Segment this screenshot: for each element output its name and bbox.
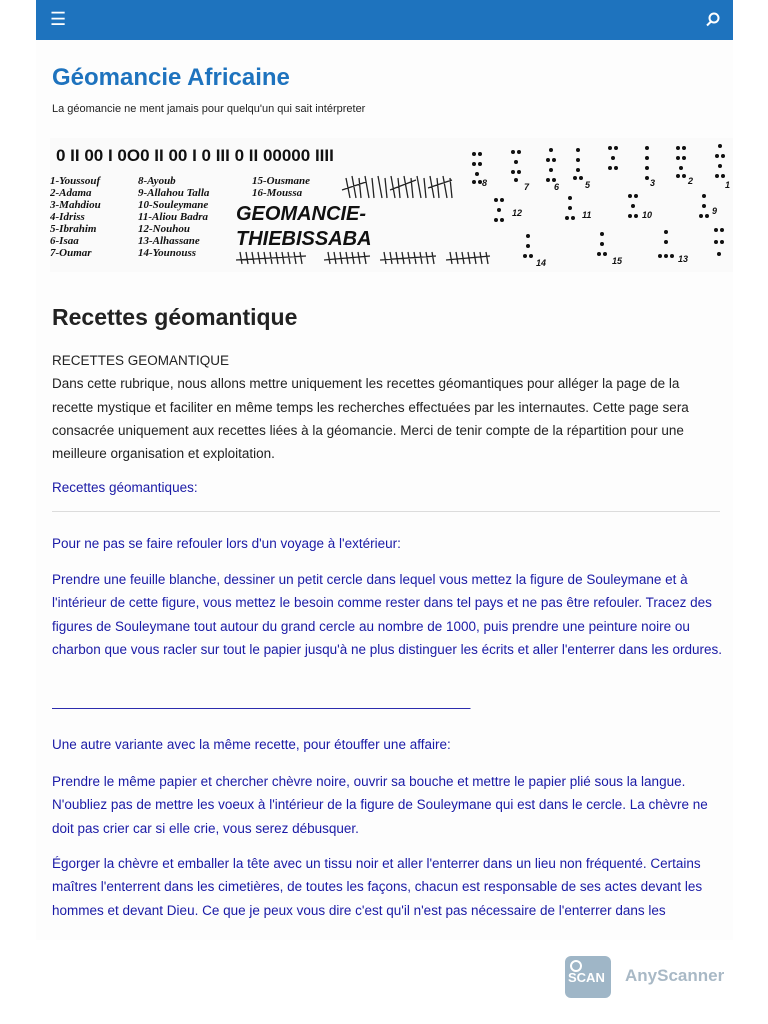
- separator-line: ———————————————————————————————: [52, 700, 471, 715]
- banner-name: 7-Oumar: [50, 247, 92, 259]
- scanner-logo-text: SCAN: [568, 970, 605, 985]
- banner-name: 12-Nouhou: [138, 223, 190, 235]
- recipe1-body: Prendre une feuille blanche, dessiner un petit cercle dans lequel vous mettez la figure de Souleymane et à l'intérieur de cette figure, vous mettez le besoin comme rester dans tel pays et ne pas être refouler. Tracez des figures de Souleymane tout autour du grand cercle au nombre de 1000, puis prendre une peinture noire ou charbon que vous racler sur tout le papier jusqu'à ne plus distinguer les écrits et aller l'enterrer dans les ordures.: [52, 572, 723, 657]
- banner-name: 16-Moussa: [252, 187, 303, 199]
- page-title: Recettes géomantique: [52, 304, 298, 330]
- banner-heading-line1: GEOMANCIE-: [236, 203, 366, 225]
- figure-number: 7: [524, 182, 530, 192]
- recipe2-paragraph-2: Égorger la chèvre et emballer la tête avec un tissu noir et aller l'enterrer dans un lieu non fréquenté. Certains maîtres l'enterrent dans les cimetières, de toutes les façons, chacun est responsable de ses actes devant les hommes et devant Dieu. Ce que je peux vous dire c'est qu'il n'est pas nécessaire de l'enterrer dans les: [52, 856, 703, 918]
- intro-paragraph: Dans cette rubrique, nous allons mettre uniquement les recettes géomantiques pour alléger la page de la recette mystique et faciliter en même temps les recherches effectuées par les internautes. Cette page sera consacrée uniquement aux recettes liées à la géomancie. Merci de tenir compte de la répartition pour une meilleure organisation et exploitation.: [52, 376, 689, 462]
- banner-name: 9-Allahou Talla: [138, 187, 210, 199]
- banner-name: 10-Souleymane: [138, 199, 209, 211]
- header-banner: [50, 138, 733, 272]
- banner-name: 15-Ousmane: [252, 175, 311, 187]
- top-navigation-bar: [36, 0, 733, 40]
- figure-number: 6: [554, 182, 560, 192]
- figure-number: 15: [612, 256, 623, 266]
- search-icon[interactable]: [705, 11, 721, 27]
- figure-number: 14: [536, 258, 547, 268]
- scanner-brand: AnyScanner: [625, 966, 725, 985]
- divider: [52, 511, 720, 512]
- banner-heading-line2: THIEBISSABA: [236, 228, 372, 250]
- figure-number: 9: [712, 206, 718, 216]
- banner-name: 1-Youssouf: [50, 175, 101, 187]
- scanner-watermark: [565, 956, 725, 998]
- banner-name: 5-Ibrahim: [50, 223, 97, 235]
- banner-name: 13-Alhassane: [138, 235, 200, 247]
- recipe1-title: Pour ne pas se faire refouler lors d'un voyage à l'extérieur:: [52, 536, 401, 551]
- figure-number: 1: [725, 180, 731, 190]
- figure-number: 8: [482, 178, 488, 188]
- recipe2-title: Une autre variante avec la même recette, pour étouffer une affaire:: [52, 737, 451, 752]
- banner-binary-row: 0 II 00 I 0O0 II 00 I 0 III 0 II 00000 IIII: [56, 146, 334, 165]
- scanner-logo-icon: [565, 956, 611, 998]
- banner-name: 4-Idriss: [50, 211, 85, 223]
- recipe2-paragraph-1: Prendre le même papier et chercher chèvre noire, ouvrir sa bouche et mettre le papier plié sous la langue. N'oubliez pas de mettre les voeux à l'intérieur de la figure de Souleymane qui est dans le cercle. La chèvre ne doit pas crier car si elle crie, vous serez débusquer.: [52, 774, 708, 836]
- banner-name: 2-Adama: [50, 187, 92, 199]
- banner-name: 14-Younouss: [138, 247, 197, 259]
- site-title[interactable]: Géomancie Africaine: [52, 64, 290, 91]
- figure-number: 12: [512, 208, 523, 218]
- banner-name: 8-Ayoub: [138, 175, 176, 187]
- geomancy-figures: [472, 144, 725, 258]
- banner-name: 11-Aliou Badra: [138, 211, 208, 223]
- figure-number: 11: [582, 210, 592, 220]
- intro-section: [52, 349, 722, 465]
- banner-name: 3-Mahdiou: [50, 199, 101, 211]
- banner-name: 6-Isaa: [50, 235, 79, 247]
- banner-graphic: [50, 138, 733, 272]
- section-label: Recettes géomantiques:: [52, 480, 198, 495]
- figure-number: 10: [642, 210, 653, 220]
- figure-number: 2: [688, 176, 694, 186]
- hamburger-menu-icon[interactable]: ☰: [50, 9, 67, 29]
- figure-number: 5: [585, 180, 591, 190]
- site-tagline: La géomancie ne ment jamais pour quelqu'un qui sait intérpreter: [52, 103, 366, 115]
- intro-heading: RECETTES GEOMANTIQUE: [52, 353, 230, 368]
- figure-number: 3: [650, 178, 656, 188]
- figure-number: 13: [678, 254, 689, 264]
